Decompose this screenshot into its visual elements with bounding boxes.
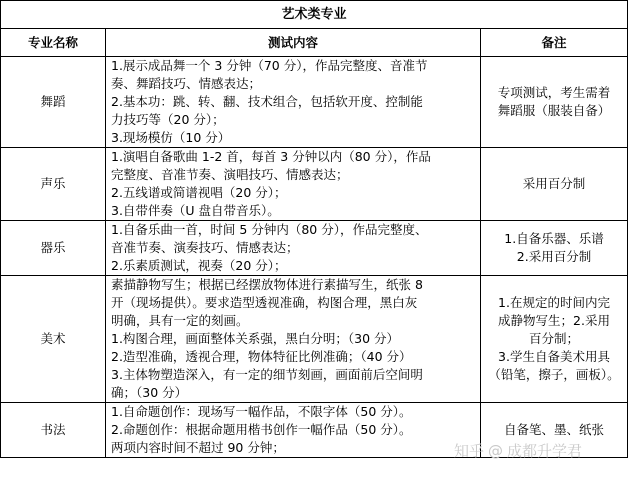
content-line: 2.命题创作：根据命题用楷书创作一幅作品（50 分）。 (111, 422, 412, 437)
content-line: 3.自带伴奏（U 盘自带音乐）。 (111, 203, 280, 218)
content-cell (106, 148, 481, 221)
content-cell (106, 403, 481, 458)
content-line: 3.现场模仿（10 分） (111, 130, 231, 145)
content-cell (106, 221, 481, 276)
note-cell (481, 57, 628, 148)
content-line: 3.主体物塑造深入，有一定的细节刻画，画面前后空间明 (111, 367, 423, 382)
note-cell (481, 221, 628, 276)
content-line: 力技巧等（20 分）； (111, 112, 225, 127)
content-line: 1.构图合理，画面整体关系强，黑白分明；（30 分） (111, 331, 400, 346)
note-cell (481, 276, 628, 403)
content-line: 2.造型准确，透视合理，物体特征比例准确；（40 分） (111, 349, 412, 364)
note-line: 百分制； (529, 331, 580, 346)
table-row (1, 221, 628, 276)
content-line: 1.自备乐曲一首，时间 5 分钟内（80 分），作品完整度、 (111, 222, 428, 237)
note-line: 成静物写生；2.采用 (498, 313, 610, 328)
content-line: 2.乐素质测试，视奏（20 分）； (111, 258, 287, 273)
header-major: 专业名称 (1, 29, 106, 57)
header-content: 测试内容 (106, 29, 481, 57)
major-cell: 声乐 (1, 148, 106, 221)
content-line: 1.自命题创作：现场写一幅作品，不限字体（50 分）。 (111, 404, 412, 419)
major-cell: 美术 (1, 276, 106, 403)
content-line: 2.五线谱或简谱视唱（20 分）； (111, 185, 287, 200)
content-line: 音准节奏、演奏技巧、情感表达； (111, 240, 299, 255)
note-line: 1.在规定的时间内完 (498, 295, 610, 310)
note-line: 1.自备乐器、乐谱 (504, 231, 604, 246)
table-row (1, 148, 628, 221)
content-line: 1.展示成品舞一个 3 分钟（70 分），作品完整度、音准节 (111, 58, 428, 73)
header-note: 备注 (481, 29, 628, 57)
content-line: 确；（30 分） (111, 385, 188, 400)
content-line: 开（现场提供）。要求造型透视准确，构图合理，黑白灰 (111, 295, 418, 310)
note-line: （铅笔，擦子，画板）。 (488, 367, 620, 382)
note-line: 专项测试，考生需着 (497, 85, 611, 100)
content-line: 奏、舞蹈技巧、情感表达； (111, 76, 262, 91)
note-line: 舞蹈服（服装自备） (497, 103, 611, 118)
table-title: 艺术类专业 (1, 1, 628, 29)
content-line: 两项内容时间不超过 90 分钟； (111, 440, 285, 455)
watermark-author: 成都升学君 (507, 442, 583, 460)
table-row (1, 57, 628, 148)
content-line: 素描静物写生；根据已经摆放物体进行素描写生，纸张 8 (111, 277, 423, 292)
note-line: 3.学生自备美术用具 (498, 349, 610, 364)
note-line: 2.采用百分制 (516, 249, 592, 264)
content-line: 1.演唱自备歌曲 1-2 首，每首 3 分钟以内（80 分），作品 (111, 149, 431, 164)
watermark-site: 知乎 (454, 442, 485, 460)
content-cell (106, 57, 481, 148)
content-line: 明确，具有一定的刻画。 (111, 313, 249, 328)
content-line: 完整度、音准节奏、演唱技巧、情感表达； (111, 167, 349, 182)
watermark (454, 440, 582, 461)
table-row (1, 276, 628, 403)
note-line: 采用百分制 (522, 176, 586, 191)
content-line: 2.基本功：跳、转、翻、技术组合，包括软开度、控制能 (111, 94, 423, 109)
major-cell: 器乐 (1, 221, 106, 276)
major-cell: 舞蹈 (1, 57, 106, 148)
content-cell (106, 276, 481, 403)
note-line: 自备笔、墨、纸张 (504, 422, 605, 437)
watermark-separator: @ (488, 442, 504, 460)
major-cell: 书法 (1, 403, 106, 458)
note-cell (481, 148, 628, 221)
